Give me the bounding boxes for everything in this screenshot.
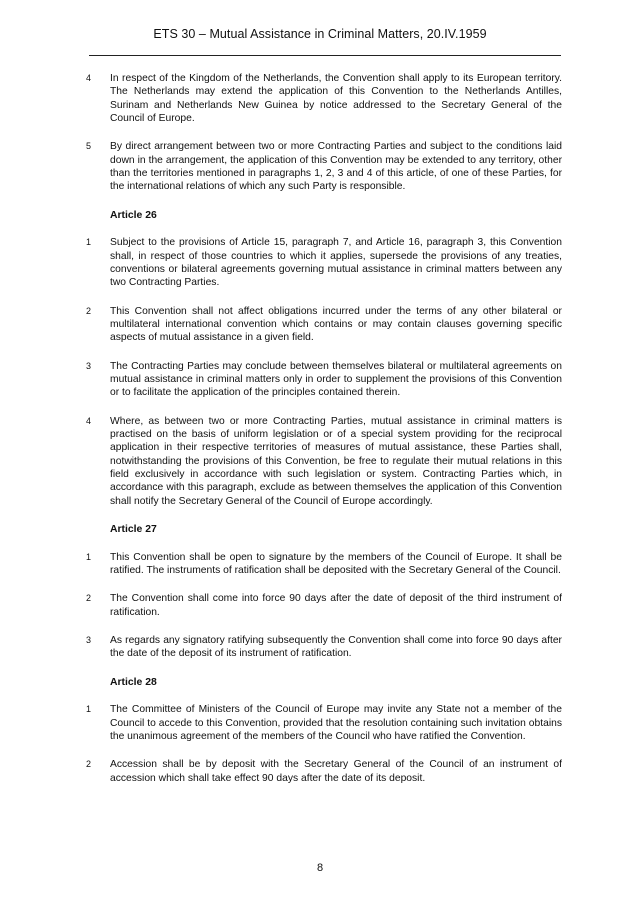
article-heading: Article 27	[110, 524, 157, 536]
paragraph	[84, 360, 562, 400]
paragraph-text: Subject to the provisions of Article 15, paragraph 7, and Article 16, paragraph 3, this Convention shall, in respect of those countries to which it applies, supersede the provisions of any treaties, conventions or bilateral agreements governing mutual assistance in criminal matters between any two Contracting Parties.	[110, 237, 562, 289]
page-number: 8	[316, 862, 324, 874]
paragraph-number: 1	[86, 551, 92, 562]
paragraph	[84, 703, 562, 743]
article-heading: Article 26	[110, 209, 157, 221]
paragraph	[84, 72, 562, 125]
paragraph-text: The Committee of Ministers of the Council of Europe may invite any State not a member of the Council to accede to this Convention, provided that the resolution containing such invitation obtains the unanimous agreement of the members of the Council who have ratified the Convention.	[110, 704, 562, 742]
paragraph	[84, 305, 562, 345]
paragraph-text: As regards any signatory ratifying subsequently the Convention shall come into force 90 days after the date of the deposit of its instrument of ratification.	[110, 635, 562, 660]
paragraph-text: In respect of the Kingdom of the Netherlands, the Convention shall apply to its European territory. The Netherlands may extend the application of this Convention to the Netherlands Antilles, Surinam and Netherlands New Guinea by notice addressed to the Secretary General of the Council of Europe.	[110, 73, 562, 124]
page-header-title: ETS 30 – Mutual Assistance in Criminal Matters, 20.IV.1959	[153, 27, 487, 41]
paragraph	[84, 415, 562, 508]
paragraph	[84, 592, 562, 619]
paragraph-number: 3	[86, 635, 92, 646]
document-body	[84, 72, 562, 800]
header-divider	[89, 55, 561, 56]
paragraph	[84, 758, 562, 785]
paragraph-text: Where, as between two or more Contracting Parties, mutual assistance in criminal matters is practised on the basis of uniform legislation or of a special system providing for the reciprocal application in their respective territories of measures of mutual assistance, these Parties shall, notwithstanding the provisions of this Convention, be free to regulate their mutual relations in this field exclusively in accordance with such legislation or system. Contracting Parties which, in accordance with this paragraph, exclude as between themselves the application of this Convention shall notify the Secretary General of the Council of Europe accordingly.	[110, 415, 562, 507]
paragraph	[84, 236, 562, 289]
paragraph-number: 3	[86, 360, 92, 371]
paragraph-text: The Convention shall come into force 90 days after the date of deposit of the third instrument of ratification.	[110, 593, 562, 618]
paragraph-number: 2	[86, 759, 92, 770]
paragraph-text: The Contracting Parties may conclude between themselves bilateral or multilateral agreements on mutual assistance in criminal matters only in order to supplement the provisions of this Convention or to facilitate the application of the principles contained therein.	[110, 360, 562, 399]
paragraph-number: 1	[86, 237, 92, 248]
paragraph-text: By direct arrangement between two or more Contracting Parties and subject to the conditions laid down in the arrangement, the application of this Convention may be extended to any territory, other than the territories mentioned in paragraphs 1, 2, 3 and 4 of this article, of one of these Parties, for the international relations of which any such Party is responsible.	[110, 141, 562, 193]
paragraph-number: 2	[86, 593, 92, 604]
paragraph-text: This Convention shall be open to signature by the members of the Council of Europe. It shall be ratified. The instruments of ratification shall be deposited with the Secretary General of the Council.	[110, 551, 562, 576]
paragraph	[84, 140, 562, 193]
paragraph-number: 4	[86, 73, 92, 83]
paragraph-number: 2	[86, 305, 92, 316]
paragraph-number: 4	[86, 415, 92, 426]
paragraph-number: 1	[86, 704, 92, 715]
paragraph-number: 5	[86, 141, 92, 152]
paragraph-text: Accession shall be by deposit with the Secretary General of the Council of an instrument of accession which shall take effect 90 days after the date of its deposit.	[110, 759, 562, 784]
paragraph	[84, 634, 562, 661]
article-heading: Article 28	[110, 676, 157, 688]
paragraph-text: This Convention shall not affect obligations incurred under the terms of any other bilateral or multilateral international convention which contains or may contain clauses governing specific aspects of mutual assistance in a given field.	[110, 305, 562, 344]
paragraph	[84, 551, 562, 578]
